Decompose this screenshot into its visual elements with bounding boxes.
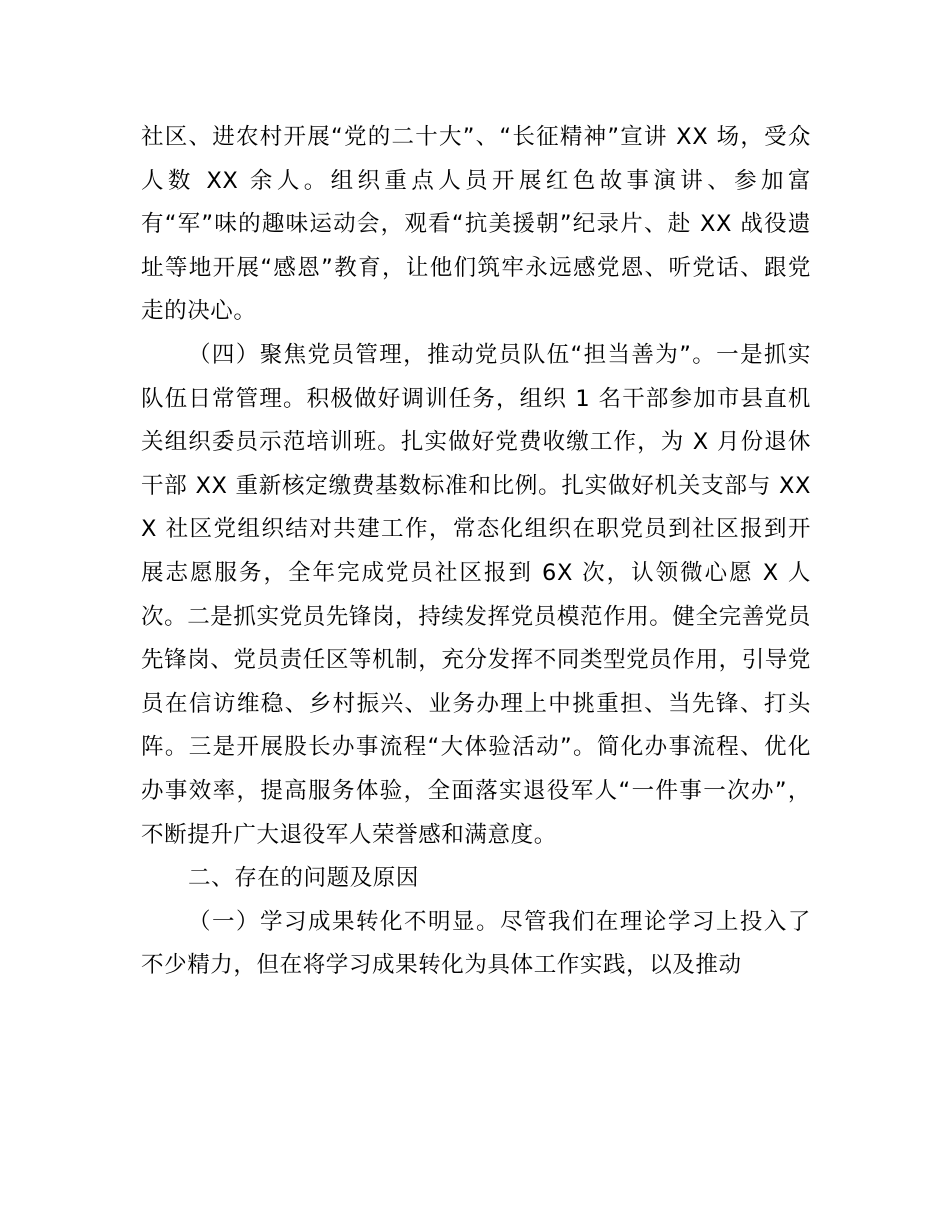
section-heading-problems: 二、存在的问题及原因 [188,865,420,892]
paragraph-problem-one: （一）学习成果转化不明显。尽管我们在理论学习上投入了不少精力，但在将学习成果转化为具体工作实践，以及推动 [141,908,811,979]
paragraph-continuation: 社区、进农村开展“党的二十大”、“长征精神”宣讲 XX 场，受众人数 XX 余人。组织重点人员开展红色故事演讲、参加富有“军”味的趣味运动会，观看“抗美援朝”纪录片、赴 XX 战役遗址等地开展“感恩”教育，让他们筑牢永远感党恩、听党话、跟党走的决心。 [141,124,811,325]
paragraph-section-four: （四）聚焦党员管理，推动党员队伍“担当善为”。一是抓实队伍日常管理。积极做好调训任务，组织 1 名干部参加市县直机关组织委员示范培训班。扎实做好党费收缴工作，为 X 月份退休干部 XX 重新核定缴费基数标准和比例。扎实做好机关支部与 XXX 社区党组织结对共建工作，常态化组织在职党员到社区报到开展志愿服务，全年完成党员社区报到 6X 次，认领微心愿 X 人次。二是抓实党员先锋岗，持续发挥党员模范作用。健全完善党员先锋岗、党员责任区等机制，充分发挥不同类型党员作用，引导党员在信访维稳、乡村振兴、业务办理上中挑重担、当先锋、打头阵。三是开展股长办事流程“大体验活动”。简化办事流程、优化办事效率，提高服务体验，全面落实退役军人“一件事一次办”，不断提升广大退役军人荣誉感和满意度。 [141,341,811,848]
document-body [141,116,811,988]
